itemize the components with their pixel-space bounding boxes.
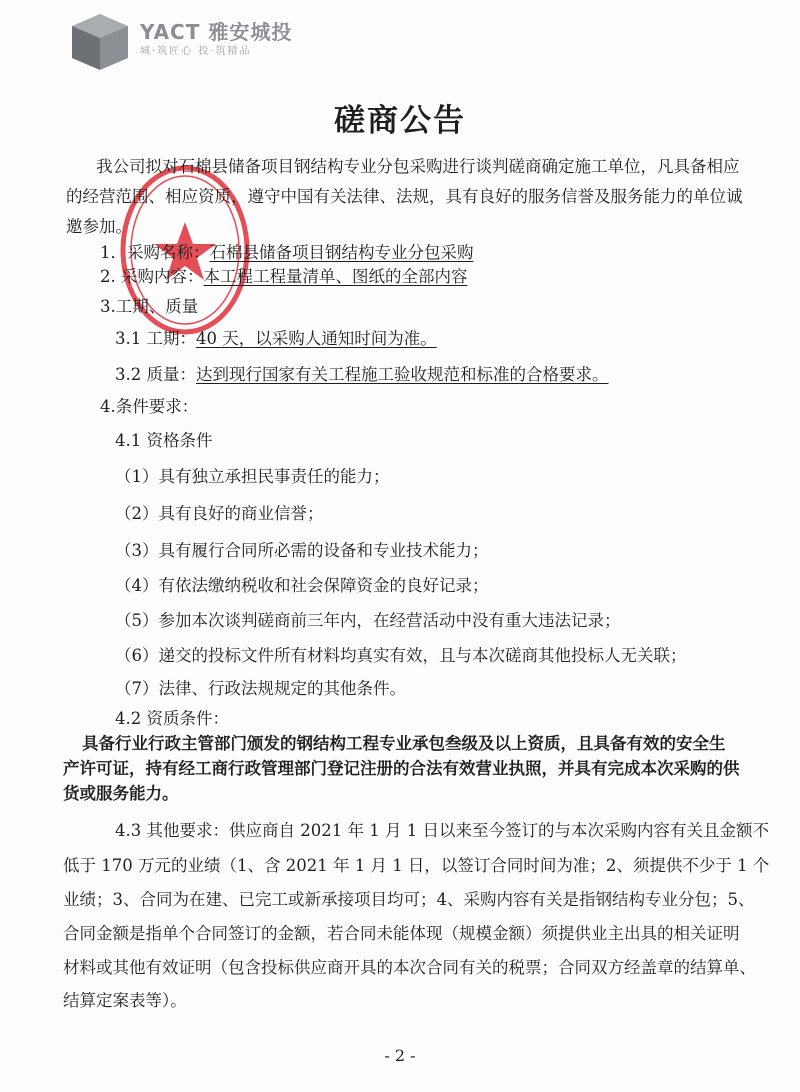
item-3-1 bbox=[115, 328, 437, 350]
other-req-line-1: 4.3 其他要求：供应商自 2021 年 1 月 1 日以来至今签订的与本次采购内容有关且金额不 bbox=[115, 821, 769, 840]
item-2-value: 本工程工程量清单、图纸的全部内容 bbox=[203, 267, 468, 286]
condition-2: （2）具有良好的商业信誉； bbox=[115, 504, 324, 523]
page-title: 磋商公告 bbox=[334, 103, 466, 139]
condition-3: （3）具有履行合同所必需的设备和专业技术能力； bbox=[115, 541, 489, 560]
other-req-line-2: 低于 170 万元的业绩（1、含 2021 年 1 月 1 日，以签订合同时间为准；2、须提供不少于 1 个 bbox=[63, 856, 770, 875]
item-4-heading: 4.条件要求： bbox=[100, 397, 199, 416]
company-logo-cube-icon bbox=[68, 12, 132, 72]
item-2-label: 2. 采购内容： bbox=[100, 267, 204, 286]
item-2 bbox=[100, 266, 468, 288]
qualification-line-3: 货或服务能力。 bbox=[63, 784, 179, 803]
other-req-line-5: 材料或其他有效证明（包含投标供应商开具的本次合同有关的税票；合同双方经盖章的结算单、 bbox=[63, 958, 756, 977]
item-3-1-value: 40 天，以采购人通知时间为准。 bbox=[196, 329, 437, 348]
intro-line-3: 邀参加。 bbox=[66, 217, 132, 236]
item-3-heading: 3.工期、质量 bbox=[100, 297, 199, 316]
item-1-value: 石棉县储备项目钢结构专业分包采购 bbox=[209, 243, 474, 262]
item-4-2-heading: 4.2 资质条件： bbox=[115, 709, 229, 728]
other-req-line-3: 业绩；3、合同为在建、已完工或新承接项目均可；4、采购内容有关是指钢结构专业分包；5、 bbox=[63, 890, 755, 909]
other-req-line-4: 合同金额是指单个合同签订的金额，若合同未能体现（规模金额）须提供业主出具的相关证明 bbox=[63, 924, 740, 943]
condition-4: （4）有依法缴纳税收和社会保障资金的良好记录； bbox=[115, 576, 489, 595]
intro-line-1 bbox=[96, 156, 740, 178]
logo-text: YACT 雅安城投 bbox=[140, 20, 293, 44]
logo-slogan: 城·筑匠心 投·筑精品 bbox=[140, 46, 252, 57]
qualification-line-1: 具备行业行政主管部门颁发的钢结构工程专业承包叁级及以上资质，且具备有效的安全生 bbox=[82, 734, 726, 753]
item-4-1-heading: 4.1 资格条件 bbox=[115, 431, 213, 450]
item-3-1-label: 3.1 工期： bbox=[115, 329, 196, 348]
intro-line-2: 的经营范围、相应资质，遵守中国有关法律、法规，具有良好的服务信誉及服务能力的单位诚 bbox=[66, 187, 743, 206]
other-req-line-6: 结算定案表等）。 bbox=[63, 991, 187, 1010]
item-1 bbox=[100, 242, 474, 264]
condition-7: （7）法律、行政法规规定的其他条件。 bbox=[115, 679, 406, 698]
item-3-2-label: 3.2 质量： bbox=[115, 365, 196, 384]
qualification-line-2: 产许可证，持有经工商行政管理部门登记注册的合法有效营业执照，并具有完成本次采购的供 bbox=[63, 759, 740, 778]
condition-1: （1）具有独立承担民事责任的能力； bbox=[115, 467, 390, 486]
item-3-2 bbox=[115, 364, 609, 386]
item-3-2-value: 达到现行国家有关工程施工验收规范和标准的合格要求。 bbox=[196, 365, 609, 384]
item-1-label: 1．采购名称： bbox=[100, 243, 210, 262]
condition-6: （6）递交的投标文件所有材料均真实有效，且与本次磋商其他投标人无关联； bbox=[115, 646, 687, 665]
page-number: - 2 - bbox=[384, 1046, 416, 1065]
condition-5: （5）参加本次谈判磋商前三年内，在经营活动中没有重大违法记录； bbox=[115, 611, 621, 630]
intro-text: 我公司拟对石棉县储备项目钢结构专业分包采购进行谈判磋商确定施工单位，凡具备相应 bbox=[96, 157, 740, 176]
